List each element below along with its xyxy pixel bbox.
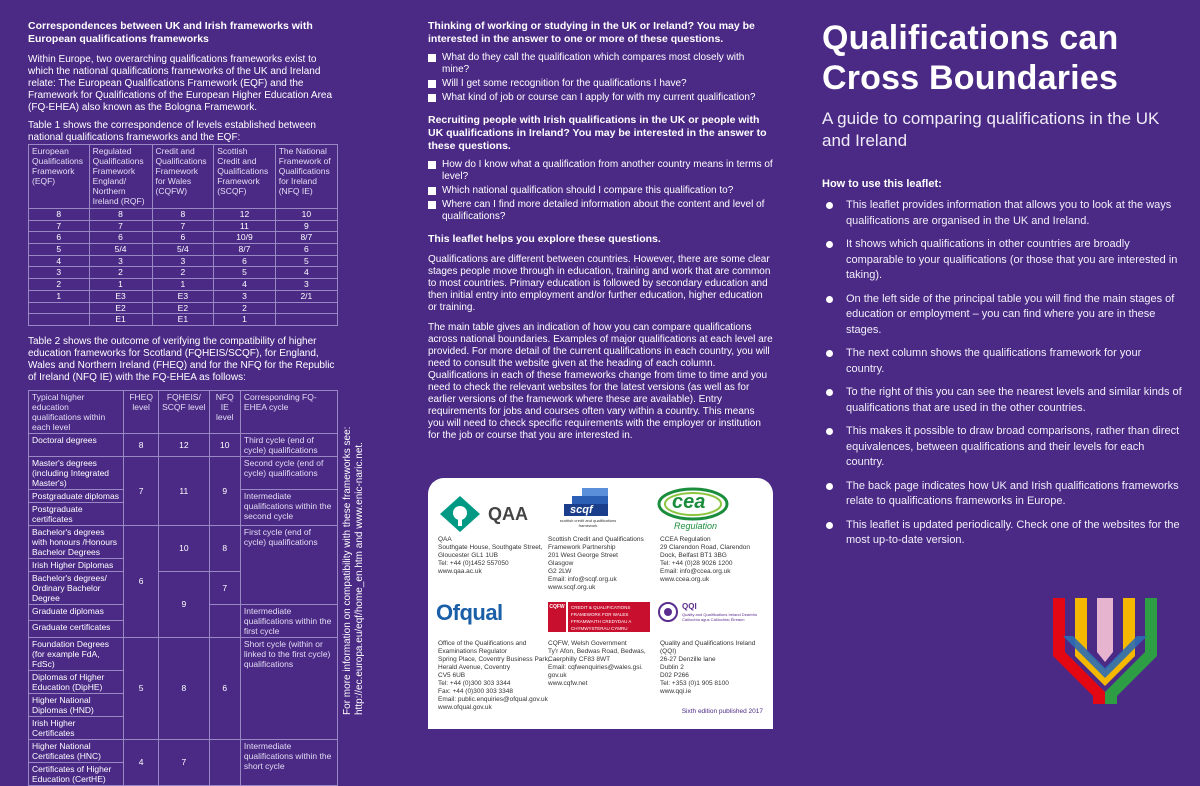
- qualification-cell: Certificates of Higher Education (CertHE): [29, 762, 124, 785]
- table1-cell: 7: [29, 220, 90, 232]
- how-to-heading: How to use this leaflet:: [822, 178, 942, 190]
- table1-cell: 1: [152, 279, 214, 291]
- contact-line: Dublin 2: [660, 664, 684, 671]
- cross-boundaries-logo: [1045, 592, 1165, 708]
- qualification-cell: Graduate certificates: [29, 621, 124, 638]
- table1-cell: E2: [152, 302, 214, 314]
- helps-heading: This leaflet helps you explore these questions.: [428, 233, 661, 245]
- cqfw-contact: [548, 640, 658, 688]
- scqf-level: 12: [159, 433, 210, 456]
- qqi-mark-icon: [658, 602, 678, 622]
- table1-cell: E1: [89, 314, 152, 326]
- cqfw-mark-icon: [548, 602, 566, 632]
- scqf-wordmark: scqf: [570, 504, 593, 516]
- table1-cell: 12: [214, 209, 276, 221]
- table1-header: Credit and Qualifications Framework for Wales (CQFW): [152, 145, 214, 209]
- contact-line: Caerphilly CF83 8WT: [548, 656, 611, 663]
- ofqual-contact: [438, 640, 550, 712]
- table1-cell: 1: [214, 314, 276, 326]
- scqf-level: 7: [159, 739, 210, 785]
- contact-line: www.ccea.org.uk: [660, 576, 710, 583]
- table1-cell: 5/4: [152, 244, 214, 256]
- question-item: Will I get some recognition for the qualifications I have?: [428, 78, 773, 90]
- table1-cell: 6: [275, 244, 337, 256]
- table1-cell: 5: [29, 244, 90, 256]
- table1-cell: 4: [29, 255, 90, 267]
- contact-line: CQFW, Welsh Government: [548, 640, 627, 647]
- qualification-cell: Higher National Certificates (HNC): [29, 739, 124, 762]
- cycle-cell: Third cycle (end of cycle) qualifications: [240, 433, 337, 456]
- table2-header: Typical higher education qualifications within each level: [29, 390, 124, 433]
- table1-header: Regulated Qualifications Framework England/ Northern Ireland (RQF): [89, 145, 152, 209]
- contact-line: Examinations Regulator: [438, 648, 508, 655]
- table1-cell: 6: [152, 232, 214, 244]
- qaa-emblem-icon: [440, 496, 480, 532]
- contact-line: QAA: [438, 536, 452, 543]
- table2-header: Corresponding FQ-EHEA cycle: [240, 390, 337, 433]
- contact-line: Scottish Credit and Qualifications: [548, 536, 644, 543]
- table1-cell: 4: [214, 279, 276, 291]
- contact-line: www.ofqual.gov.uk: [438, 704, 492, 711]
- ccea-logo: [658, 488, 738, 532]
- fq-ehea-table: [28, 390, 338, 786]
- contact-line: Gloucester GL1 1UB: [438, 552, 498, 559]
- cqfw-logo: [548, 602, 648, 632]
- table1-cell: [29, 314, 90, 326]
- fheq-level: 6: [124, 525, 159, 637]
- table1-cell: E2: [89, 302, 152, 314]
- table2-header: NFQ IE level: [209, 390, 240, 433]
- contact-line: Ty'r Afon, Bedwas Road, Bedwas,: [548, 648, 646, 655]
- table1-cell: 3: [214, 290, 276, 302]
- contact-line: (QQI): [660, 648, 677, 655]
- cycle-cell: First cycle (end of cycle) qualifications: [240, 525, 337, 604]
- ofqual-wordmark: Ofqual: [436, 600, 503, 625]
- table1-cell: 1: [89, 279, 152, 291]
- qualification-cell: Postgraduate diplomas: [29, 489, 124, 502]
- qualification-cell: Doctoral degrees: [29, 433, 124, 456]
- contact-line: Tel: +44 (0)300 303 3344: [438, 680, 511, 687]
- table-row: [29, 267, 338, 279]
- table1-cell: 6: [29, 232, 90, 244]
- question-item: Where can I find more detailed information about the content and level of qualifications?: [428, 199, 773, 223]
- qaa-logo: [440, 496, 530, 532]
- table1-cell: 2: [214, 302, 276, 314]
- table2-intro: Table 2 shows the outcome of verifying the compatibility of higher education frameworks for Scotland (FQHEIS/SCQF), for England, Wales and Northern Ireland (FHEQ) and for the NFQ for the Republic of Ireland (NFQ IE) with the FQ-EHEA as follows:: [28, 335, 335, 383]
- contact-line: Email: public.enquiries@ofqual.gov.uk: [438, 696, 548, 703]
- qualification-cell: Graduate diplomas: [29, 604, 124, 621]
- contact-line: www.qqi.ie: [660, 688, 692, 695]
- qualification-cell: Postgraduate certificates: [29, 502, 124, 525]
- contact-line: Email: info@scqf.org.uk: [548, 576, 617, 583]
- table-row: [29, 244, 338, 256]
- fheq-level: 7: [124, 456, 159, 525]
- table-row: [29, 290, 338, 302]
- edition-note: Sixth edition published 2017: [681, 708, 763, 715]
- table-row: [29, 314, 338, 326]
- table1-cell: 9: [275, 220, 337, 232]
- nfq-level: 6: [209, 637, 240, 739]
- questions-heading-1: Thinking of working or studying in the UK or Ireland? You may be interested in the answer to one or more of these questions.: [428, 20, 755, 45]
- how-to-item: It shows which qualifications in other countries are broadly comparable to your qualifications (or those that you are interested in taking).: [822, 237, 1182, 284]
- contact-line: CV5 6UB: [438, 672, 466, 679]
- fheq-level: 4: [124, 739, 159, 785]
- table1-cell: E3: [89, 290, 152, 302]
- table1-cell: E3: [152, 290, 214, 302]
- how-to-item: The back page indicates how UK and Irish qualifications frameworks relate to qualifications frameworks in Europe.: [822, 479, 1182, 510]
- table1-cell: 8: [29, 209, 90, 221]
- how-to-item: This makes it possible to draw broad comparisons, rather than direct equivalences, between qualifications and their levels for each country.: [822, 424, 1182, 471]
- contact-line: www.cqfw.net: [548, 680, 588, 687]
- table1-cell: 3: [152, 255, 214, 267]
- question-item: What do they call the qualification which compares most closely with mine?: [428, 52, 773, 76]
- table1-intro: Table 1 shows the correspondence of levels established between national qualifications frameworks and the EQF:: [28, 120, 316, 143]
- table1-cell: 8/7: [275, 232, 337, 244]
- table1-cell: 6: [214, 255, 276, 267]
- logo-ribbons-icon: [1053, 598, 1157, 704]
- correspondences-heading: Correspondences between UK and Irish frameworks with European qualifications frameworks: [28, 20, 313, 45]
- cycle-cell: Short cycle (within or linked to the first cycle) qualifications: [240, 637, 337, 739]
- cea-regulation: Regulation: [674, 521, 718, 531]
- table1-cell: 4: [275, 267, 337, 279]
- qualification-cell: Diplomas of Higher Education (DipHE): [29, 670, 124, 693]
- table1-cell: 5: [214, 267, 276, 279]
- table1-cell: 8/7: [214, 244, 276, 256]
- table-row: [29, 220, 338, 232]
- contact-line: Framework Partnership: [548, 544, 616, 551]
- contact-line: 201 West George Street: [548, 552, 618, 559]
- contact-line: www.scqf.org.uk: [548, 584, 596, 591]
- how-to-item: The next column shows the qualifications framework for your country.: [822, 346, 1182, 377]
- fheq-level: 5: [124, 637, 159, 739]
- contact-line: 26-27 Denzille lane: [660, 656, 716, 663]
- how-to-list: [822, 198, 1182, 549]
- qualification-cell: Bachelor's degrees with honours /Honours Bachelor Degrees: [29, 525, 124, 558]
- how-to-item: This leaflet is updated periodically. Check one of the websites for the most up-to-date version.: [822, 518, 1182, 549]
- question-item: Which national qualification should I compare this qualification to?: [428, 185, 773, 197]
- frameworks-column: [28, 20, 338, 784]
- scqf-logo: [558, 488, 618, 532]
- table1-cell: 11: [214, 220, 276, 232]
- table1-cell: [275, 302, 337, 314]
- how-to-item: On the left side of the principal table you will find the main stages of education or employment – you can find where you are in these stages.: [822, 292, 1182, 339]
- qualification-cell: Irish Higher Diplomas: [29, 558, 124, 571]
- table1-cell: 2/1: [275, 290, 337, 302]
- contact-line: Herald Avenue, Coventry: [438, 664, 511, 671]
- table-row: [29, 302, 338, 314]
- main-table-paragraph: The main table gives an indication of how you can compare qualifications across national boundaries. Examples of major qualifications at each level are provided. For more detail of the current qualifications in each country, you will need to consult the website given at the heading of each column. Qualifications in each of these frameworks change from time to time and you need to check the relevant websites for the latest versions (as well as for earlier versions of the framework where these are available). Entry requirements for jobs and courses often vary within a country. This means you will need to check specific requirements with the employer or institution for the job or course that you are interested in.: [428, 322, 773, 441]
- qualification-cell: Foundation Degrees (for example FdA, FdSc): [29, 637, 124, 670]
- contact-line: D02 P266: [660, 672, 689, 679]
- compatibility-link-text[interactable]: For more information on compatibility with these frameworks see: http://ec.europa.eu/eqf/home_en.htm and www.enic-naric.net.: [342, 426, 365, 715]
- table1-cell: 2: [29, 279, 90, 291]
- how-to-item: This leaflet provides information that allows you to look at the ways qualifications are organised in the UK and Ireland.: [822, 198, 1182, 229]
- contact-line: Quality and Qualifications Ireland: [660, 640, 756, 647]
- scqf-level: 10: [159, 525, 210, 571]
- table1-cell: 2: [89, 267, 152, 279]
- contact-line: Tel: +353 (0)1 905 8100: [660, 680, 729, 687]
- cqfw-line-cy: FFRAMWAITH CREDYDAU A CHYMWYSTERAU CYMRU: [571, 619, 632, 631]
- contact-line: Dock, Belfast BT1 3BG: [660, 552, 727, 559]
- contact-line: Email: info@ccea.org.uk: [660, 568, 731, 575]
- table1-cell: 3: [275, 279, 337, 291]
- table-row: [29, 209, 338, 221]
- cycle-cell: Second cycle (end of cycle) qualifications: [240, 456, 337, 489]
- contact-line: Tel: +44 (0)1452 557050: [438, 560, 509, 567]
- qualification-cell: Bachelor's degrees/ Ordinary Bachelor Degree: [29, 571, 124, 604]
- cqfw-line-en: CREDIT & QUALIFICATIONS FRAMEWORK FOR WALES: [571, 605, 631, 617]
- cea-wordmark: cea: [672, 491, 706, 513]
- contact-line: Office of the Qualifications and: [438, 640, 527, 647]
- contact-line: G2 2LW: [548, 568, 572, 575]
- qualification-cell: Higher National Diplomas (HND): [29, 693, 124, 716]
- qualification-cell: Irish Higher Certificates: [29, 716, 124, 739]
- ccea-contact: [660, 536, 770, 584]
- qaa-contact: [438, 536, 548, 576]
- table1-cell: 3: [29, 267, 90, 279]
- table1-cell: 10/9: [214, 232, 276, 244]
- nfq-level: 10: [209, 433, 240, 456]
- cqfw-wordmark: CQFW: [549, 604, 565, 610]
- table1-cell: 2: [152, 267, 214, 279]
- table1-cell: 8: [152, 209, 214, 221]
- table-row: [29, 232, 338, 244]
- scqf-subtitle: scottish credit and qualifications framework: [559, 518, 617, 528]
- organisations-panel: [428, 478, 773, 729]
- cqfw-banner: [568, 602, 650, 632]
- contact-line: www.qaa.ac.uk: [438, 568, 482, 575]
- table1-cell: 10: [275, 209, 337, 221]
- nfq-level: 9: [209, 456, 240, 525]
- scqf-level: 8: [159, 637, 210, 739]
- contact-line: Glasgow: [548, 560, 574, 567]
- table1-header: The National Framework of Qualifications for Ireland (NFQ IE): [275, 145, 337, 209]
- question-item: How do I know what a qualification from another country means in terms of level?: [428, 159, 773, 183]
- table1-cell: [275, 314, 337, 326]
- table2-header: FHEQ level: [124, 390, 159, 433]
- question-list-2: [428, 159, 773, 223]
- qqi-wordmark: QQI: [682, 602, 697, 611]
- ofqual-logo: [436, 600, 536, 632]
- table1-cell: 8: [89, 209, 152, 221]
- contact-line: Fax: +44 (0)300 303 3348: [438, 688, 513, 695]
- table1-cell: 7: [152, 220, 214, 232]
- table1-cell: E1: [152, 314, 214, 326]
- questions-heading-2: Recruiting people with Irish qualifications in the UK or people with UK qualifications in Ireland? You may be interested in the answer to these questions.: [428, 114, 767, 152]
- contact-line: 29 Clarendon Road, Clarendon: [660, 544, 750, 551]
- qaa-wordmark: QAA: [488, 504, 528, 524]
- fheq-level: 8: [124, 433, 159, 456]
- table1-cell: 3: [89, 255, 152, 267]
- page-title: Qualifications can Cross Boundaries: [822, 19, 1119, 97]
- nfq-level: 8: [209, 525, 240, 571]
- eqf-correspondence-table: [28, 144, 338, 326]
- intro-paragraph: Within Europe, two overarching qualifications frameworks exist to which the national qualifications frameworks of the UK and Ireland relate: The European Qualifications Framework (EQF) and the Framework for Qualifications of the European Higher Education Area (FQ-EHEA) also known as the Bologna Framework.: [28, 54, 333, 113]
- table1-cell: 1: [29, 290, 90, 302]
- contact-line: CCEA Regulation: [660, 536, 711, 543]
- table-row: [29, 255, 338, 267]
- qqi-subtitle: Quality and Qualifications Ireland Dearbhú Cáilíochta agus Cáilíochtaí Éireann: [682, 612, 758, 622]
- scqf-level: 9: [159, 571, 210, 637]
- contact-line: Spring Place, Coventry Business Park,: [438, 656, 550, 663]
- contact-line: Tel: +44 (0)28 9026 1200: [660, 560, 733, 567]
- table1-header: Scottish Credit and Qualifications Framework (SCQF): [214, 145, 276, 209]
- scqf-level: 11: [159, 456, 210, 525]
- table1-cell: 5/4: [89, 244, 152, 256]
- qqi-contact: [660, 640, 770, 696]
- table1-cell: 7: [89, 220, 152, 232]
- cycle-cell: Intermediate qualifications within the first cycle: [240, 604, 337, 637]
- table1-cell: 5: [275, 255, 337, 267]
- qqi-logo: [658, 602, 768, 632]
- contact-line: Email: cqfwenquiries@wales.gsi.: [548, 664, 643, 671]
- page-subtitle: A guide to comparing qualifications in the UK and Ireland: [822, 109, 1160, 150]
- qualification-cell: Master's degrees (including Integrated Master's): [29, 456, 124, 489]
- table1-header: European Qualifications Framework (EQF): [29, 145, 90, 209]
- table1-cell: [29, 302, 90, 314]
- contact-line: Southgate House, Southgate Street,: [438, 544, 543, 551]
- table2-header: FQHEIS/ SCQF level: [159, 390, 210, 433]
- contact-line: gov.uk: [548, 672, 567, 679]
- nfq-level: 7: [209, 571, 240, 604]
- table1-cell: 6: [89, 232, 152, 244]
- cycle-cell: Intermediate qualifications within the short cycle: [240, 739, 337, 785]
- how-to-item: To the right of this you can see the nearest levels and similar kinds of qualifications that are used in the other countries.: [822, 385, 1182, 416]
- differences-paragraph: Qualifications are different between countries. However, there are some clear stages people move through in education, training and work that are common to most countries. Primary education is followed by secondary education and then initial entry into employment and/or further education, higher education or training.: [428, 254, 771, 313]
- question-item: What kind of job or course can I apply for with my current qualification?: [428, 92, 773, 104]
- question-list-1: [428, 52, 773, 104]
- scqf-contact: [548, 536, 658, 592]
- table-row: [29, 279, 338, 291]
- cycle-cell: Intermediate qualifications within the second cycle: [240, 489, 337, 525]
